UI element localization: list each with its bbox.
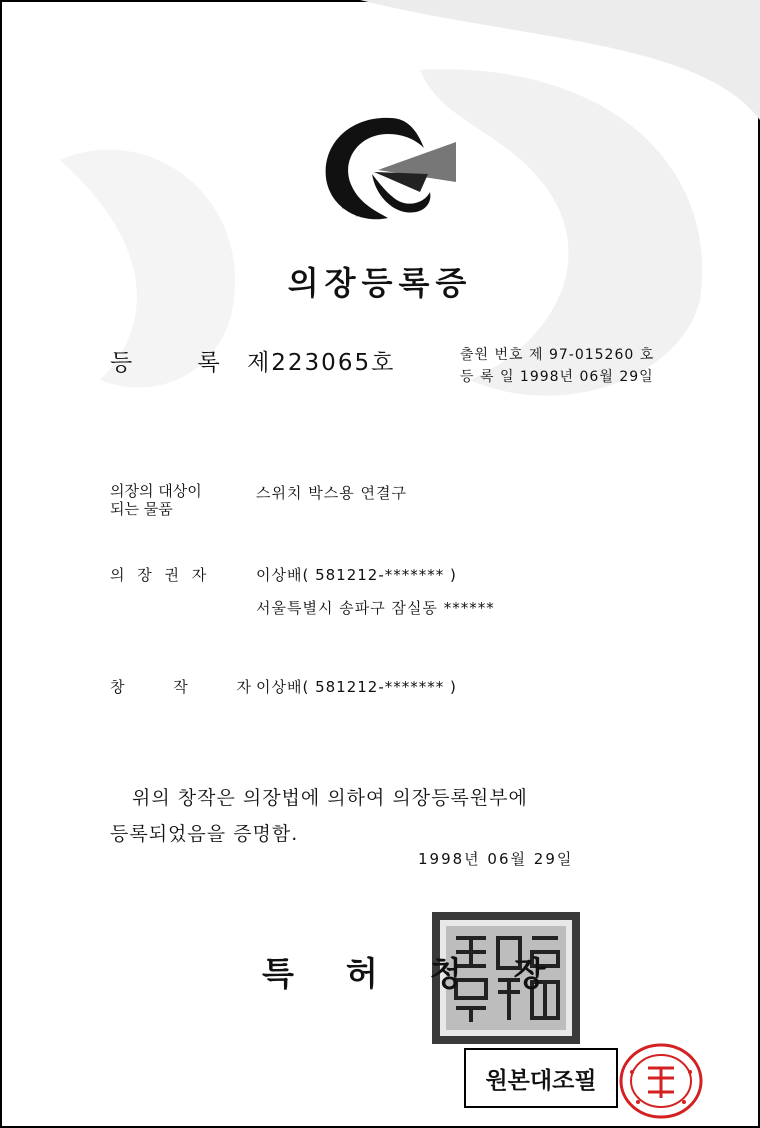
statement-line2: 등록되었음을 증명함. <box>110 823 299 845</box>
issuer-char-3: 청 <box>429 954 462 993</box>
issuer-char-4: 장 <box>513 954 546 993</box>
right-holder-address: 서울특별시 송파구 잠실동 ****** <box>256 599 495 617</box>
issuer-char-1: 특 <box>262 954 294 993</box>
creator-name: 이상배( 581212-******* ) <box>256 678 457 696</box>
application-number: 출원 번호 제 97-015260 호 <box>460 347 655 363</box>
statement-date: 1998년 06월 29일 <box>418 850 574 868</box>
right-holder-name: 이상배( 581212-******* ) <box>256 566 457 584</box>
article-value: 스위치 박스용 연결구 <box>256 484 407 502</box>
statement-line1: 위의 창작은 의장법에 의하여 의장등록원부에 <box>132 787 528 809</box>
registration-label-a: 등 <box>110 350 135 376</box>
issuer <box>262 948 546 995</box>
registration-number <box>110 344 395 377</box>
creator-label: 창 작 자 <box>110 678 274 696</box>
certification-statement <box>110 780 528 852</box>
registration-meta <box>460 344 654 388</box>
registration-label-b: 록 <box>197 350 222 376</box>
registration-date: 등 록 일 1998년 06월 29일 <box>460 369 654 385</box>
article-label-line1: 의장의 대상이 <box>110 482 202 500</box>
registration-value: 제223065호 <box>247 350 396 376</box>
emblem-logo <box>316 112 462 228</box>
issuer-char-2: 허 <box>345 954 378 993</box>
original-copy-stamp: 원본대조필 <box>464 1048 618 1108</box>
article-label <box>110 482 202 518</box>
right-holder-label: 의 장 권 자 <box>110 566 211 584</box>
document-title: 의장등록증 <box>287 264 473 302</box>
article-label-line2: 되는 물품 <box>110 500 173 518</box>
red-company-seal <box>618 1042 704 1120</box>
